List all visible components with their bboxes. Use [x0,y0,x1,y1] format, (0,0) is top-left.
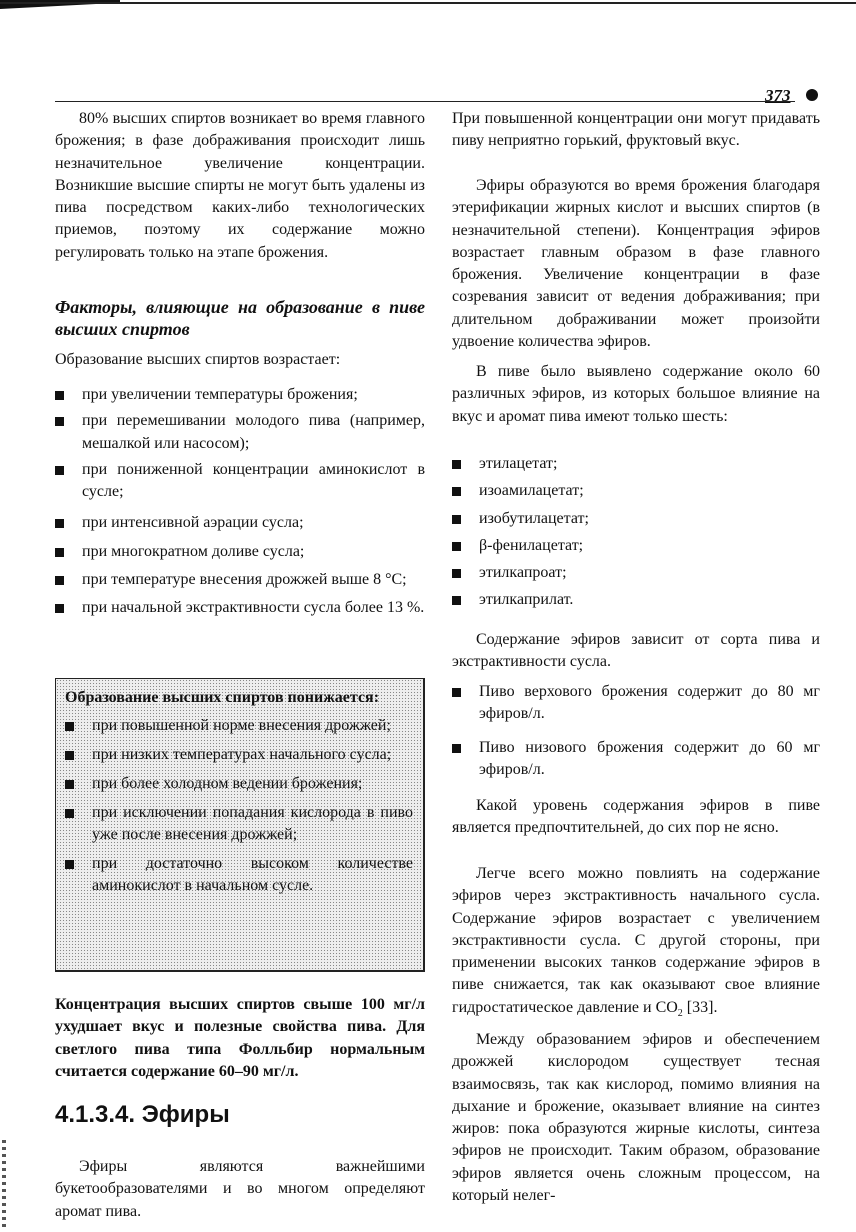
list-item: при перемешивании молодого пива (например, мешалкой или насосом); [55,410,425,455]
paragraph: При повышенной концентрации они могут придавать пиву неприятно горький, фруктовый вкус. [452,110,820,150]
list-item: Пиво верхового брожения содержит до 80 мг эфиров/л. [452,681,820,726]
paragraph: Какой уровень содержания эфиров в пиве является предпочтительней, до сих пор не ясно. [452,797,820,837]
list-item: этилацетат; [452,453,820,475]
esters-list [452,453,820,612]
list-item: изоамилацетат; [452,480,820,502]
bullet-icon [452,487,461,496]
paragraph: Между образованием эфиров и обеспечением дрожжей кислородом существует тесная взаимосвязь, так как кислород, помимо влияния на дыхание и брожение, оказывает влияние на синтез жиров: пока образуются жирные кислоты, синтеза эфиров не происходит. Таким образом, образование эфиров является очень сложным процессом, на который нелег- [452,1031,820,1205]
paragraph: Эфиры образуются во время брожения благодаря этерификации жирных кислот и высших спиртов (в незначительной степени). Концентрация эфиров возрастает главным образом в фазе главного брожения. Увеличение концентрации в фазе созревания зависит от ведения дображивания; при длительном дображивании может произойти удвоение количества эфиров. [452,177,820,351]
bullet-icon [65,751,74,760]
page-number: 373 [765,86,791,105]
list-item: изобутилацетат; [452,508,820,530]
paragraph: Эфиры являются важнейшими букетообразователями и во многом определяют аромат пива. [55,1158,425,1220]
bullet-icon [55,391,64,400]
bullet-icon [452,460,461,469]
bullet-icon [452,515,461,524]
list-item: при интенсивной аэрации сусла; [55,512,425,534]
list-item: этилкаприлат. [452,589,820,611]
bullet-icon [452,744,461,753]
list-item: при многократном доливе сусла; [55,541,425,563]
paragraph: 80% высших спиртов возникает во время главного брожения; в фазе дображивания происходит лишь незначительное увеличение концентрации. Возникшие высшие спирты не могут быть удалены из пива посредством каких-либо технологических приемов, поэтому их содержание можно регулировать только на этапе брожения. [55,110,425,261]
bullet-icon [65,780,74,789]
bullet-icon [55,604,64,613]
subheading: Факторы, влияющие на образование в пиве высших спиртов [55,297,425,339]
bullet-icon [55,548,64,557]
page-marker-icon [806,89,818,101]
list-item: при пониженной концентрации аминокислот в сусле; [55,459,425,504]
bullet-icon [452,688,461,697]
list-item: этилкапроат; [452,562,820,584]
bullet-icon [55,466,64,475]
box-list-item: при низких температурах начального сусла; [65,744,413,766]
paragraph: Содержание эфиров зависит от сорта пива и экстрактивности сусла. [452,631,820,671]
box-list-item: при достаточно высоком количестве аминокислот в начальном сусле. [65,853,413,897]
section-heading: 4.1.3.4. Эфиры [55,1101,230,1128]
bold-note: Концентрация высших спиртов свыше 100 мг/л ухудшает вкус и полезные свойства пива. Для светлого пива типа Фолльбир нормальным считается содержание 60–90 мг/л. [55,996,425,1080]
list-intro: Образование высших спиртов возрастает: [55,351,341,368]
header-rule [55,101,795,102]
bullet-icon [452,596,461,605]
scan-edge-mark [2,1140,6,1230]
scan-top-border [0,0,856,12]
beer-list [452,681,820,781]
paragraph: Легче всего можно повлиять на содержание эфиров через экстрактивность начального сусла. Содержание эфиров возрастает с увеличением экстрактивности сусла. С другой стороны, при применении высоких танков содержание эфиров в пиве снижается, так как оказывают свое влияние гидростатическое давление и $CO_2$ [33]. [452,865,820,1019]
box-list-item: при более холодном ведении брожения; [65,773,413,795]
list-item: β-фенилацетат; [452,535,820,557]
list-item: Пиво низового брожения содержит до 60 мг эфиров/л. [452,737,820,782]
list-item: при увеличении температуры брожения; [55,384,425,406]
bullet-icon [452,569,461,578]
bullet-icon [65,722,74,731]
box-list-item: при исключении попадания кислорода в пиво уже после внесения дрожжей; [65,802,413,846]
bullet-icon [65,860,74,869]
bullet-icon [65,809,74,818]
bullet-icon [55,417,64,426]
bullet-icon [55,576,64,585]
paragraph: В пиве было выявлено содержание около 60 различных эфиров, из которых большое влияние на вкус и аромат пива имеют только шесть: [452,363,820,425]
bullet-icon [55,519,64,528]
list-item: при температуре внесения дрожжей выше 8 °С; [55,569,425,591]
highlight-box [55,678,425,972]
bullet-icon [452,542,461,551]
list-item: при начальной экстрактивности сусла более 13 %. [55,597,425,619]
increase-list [55,384,425,620]
box-list-item: при повышенной норме внесения дрожжей; [65,715,413,737]
box-title: Образование высших спиртов понижается: [65,689,380,706]
